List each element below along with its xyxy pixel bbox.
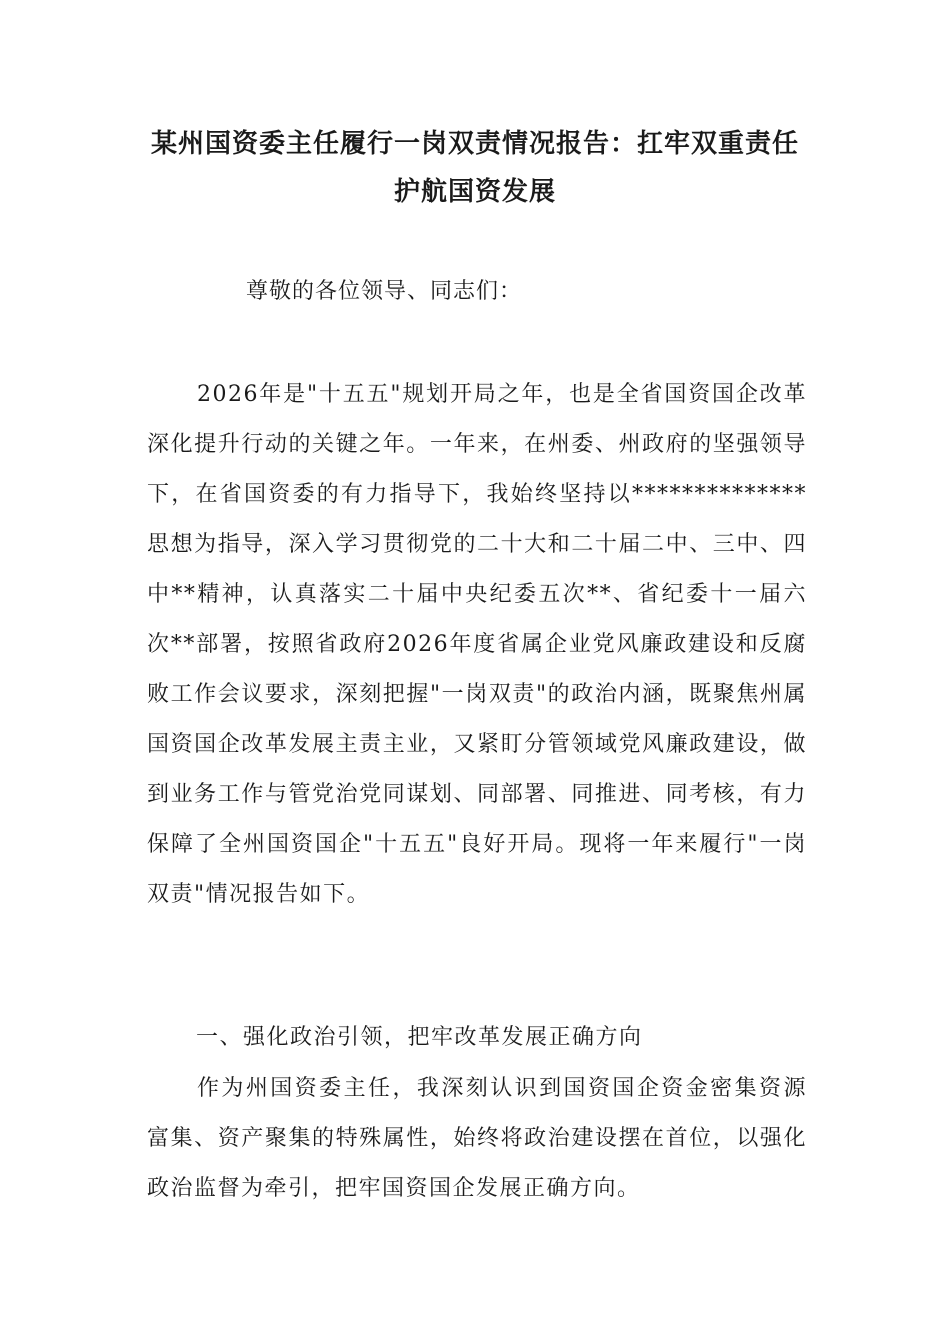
document-title: 某州国资委主任履行一岗双责情况报告：扛牢双重责任 护航国资发展 <box>150 129 827 207</box>
section-1-paragraph: 作为州国资委主任，我深刻认识到国资国企资金密集资源富集、资产聚集的特殊属性，始终将政治建设摆在首位，以强化政治监督为牵引，把牢国资国企发展正确方向。 <box>147 1076 807 1201</box>
intro-paragraph: 2026年是"十五五"规划开局之年，也是全省国资国企改革深化提升行动的关键之年。一年来，在州委、州政府的坚强领导下，在省国资委的有力指导下，我始终坚持以**************思想为指导，深入学习贯彻党的二十大和二十届二中、三中、四中**精神，认真落实二十届中央纪委五次**、省纪委十一届六次**部署，按照省政府2026年度省属企业党风廉政建设和反腐败工作会议要求，深刻把握"一岗双责"的政治内涵，既聚焦州属国资国企改革发展主责主业，又紧盯分管领域党风廉政建设，做到业务工作与管党治党同谋划、同部署、同推进、同考核，有力保障了全州国资国企"十五五"良好开局。现将一年来履行"一岗双责"情况报告如下。 <box>147 382 807 907</box>
salutation: 尊敬的各位领导、同志们： <box>246 279 523 304</box>
section-1-heading: 一、强化政治引领，把牢改革发展正确方向 <box>196 1025 643 1050</box>
